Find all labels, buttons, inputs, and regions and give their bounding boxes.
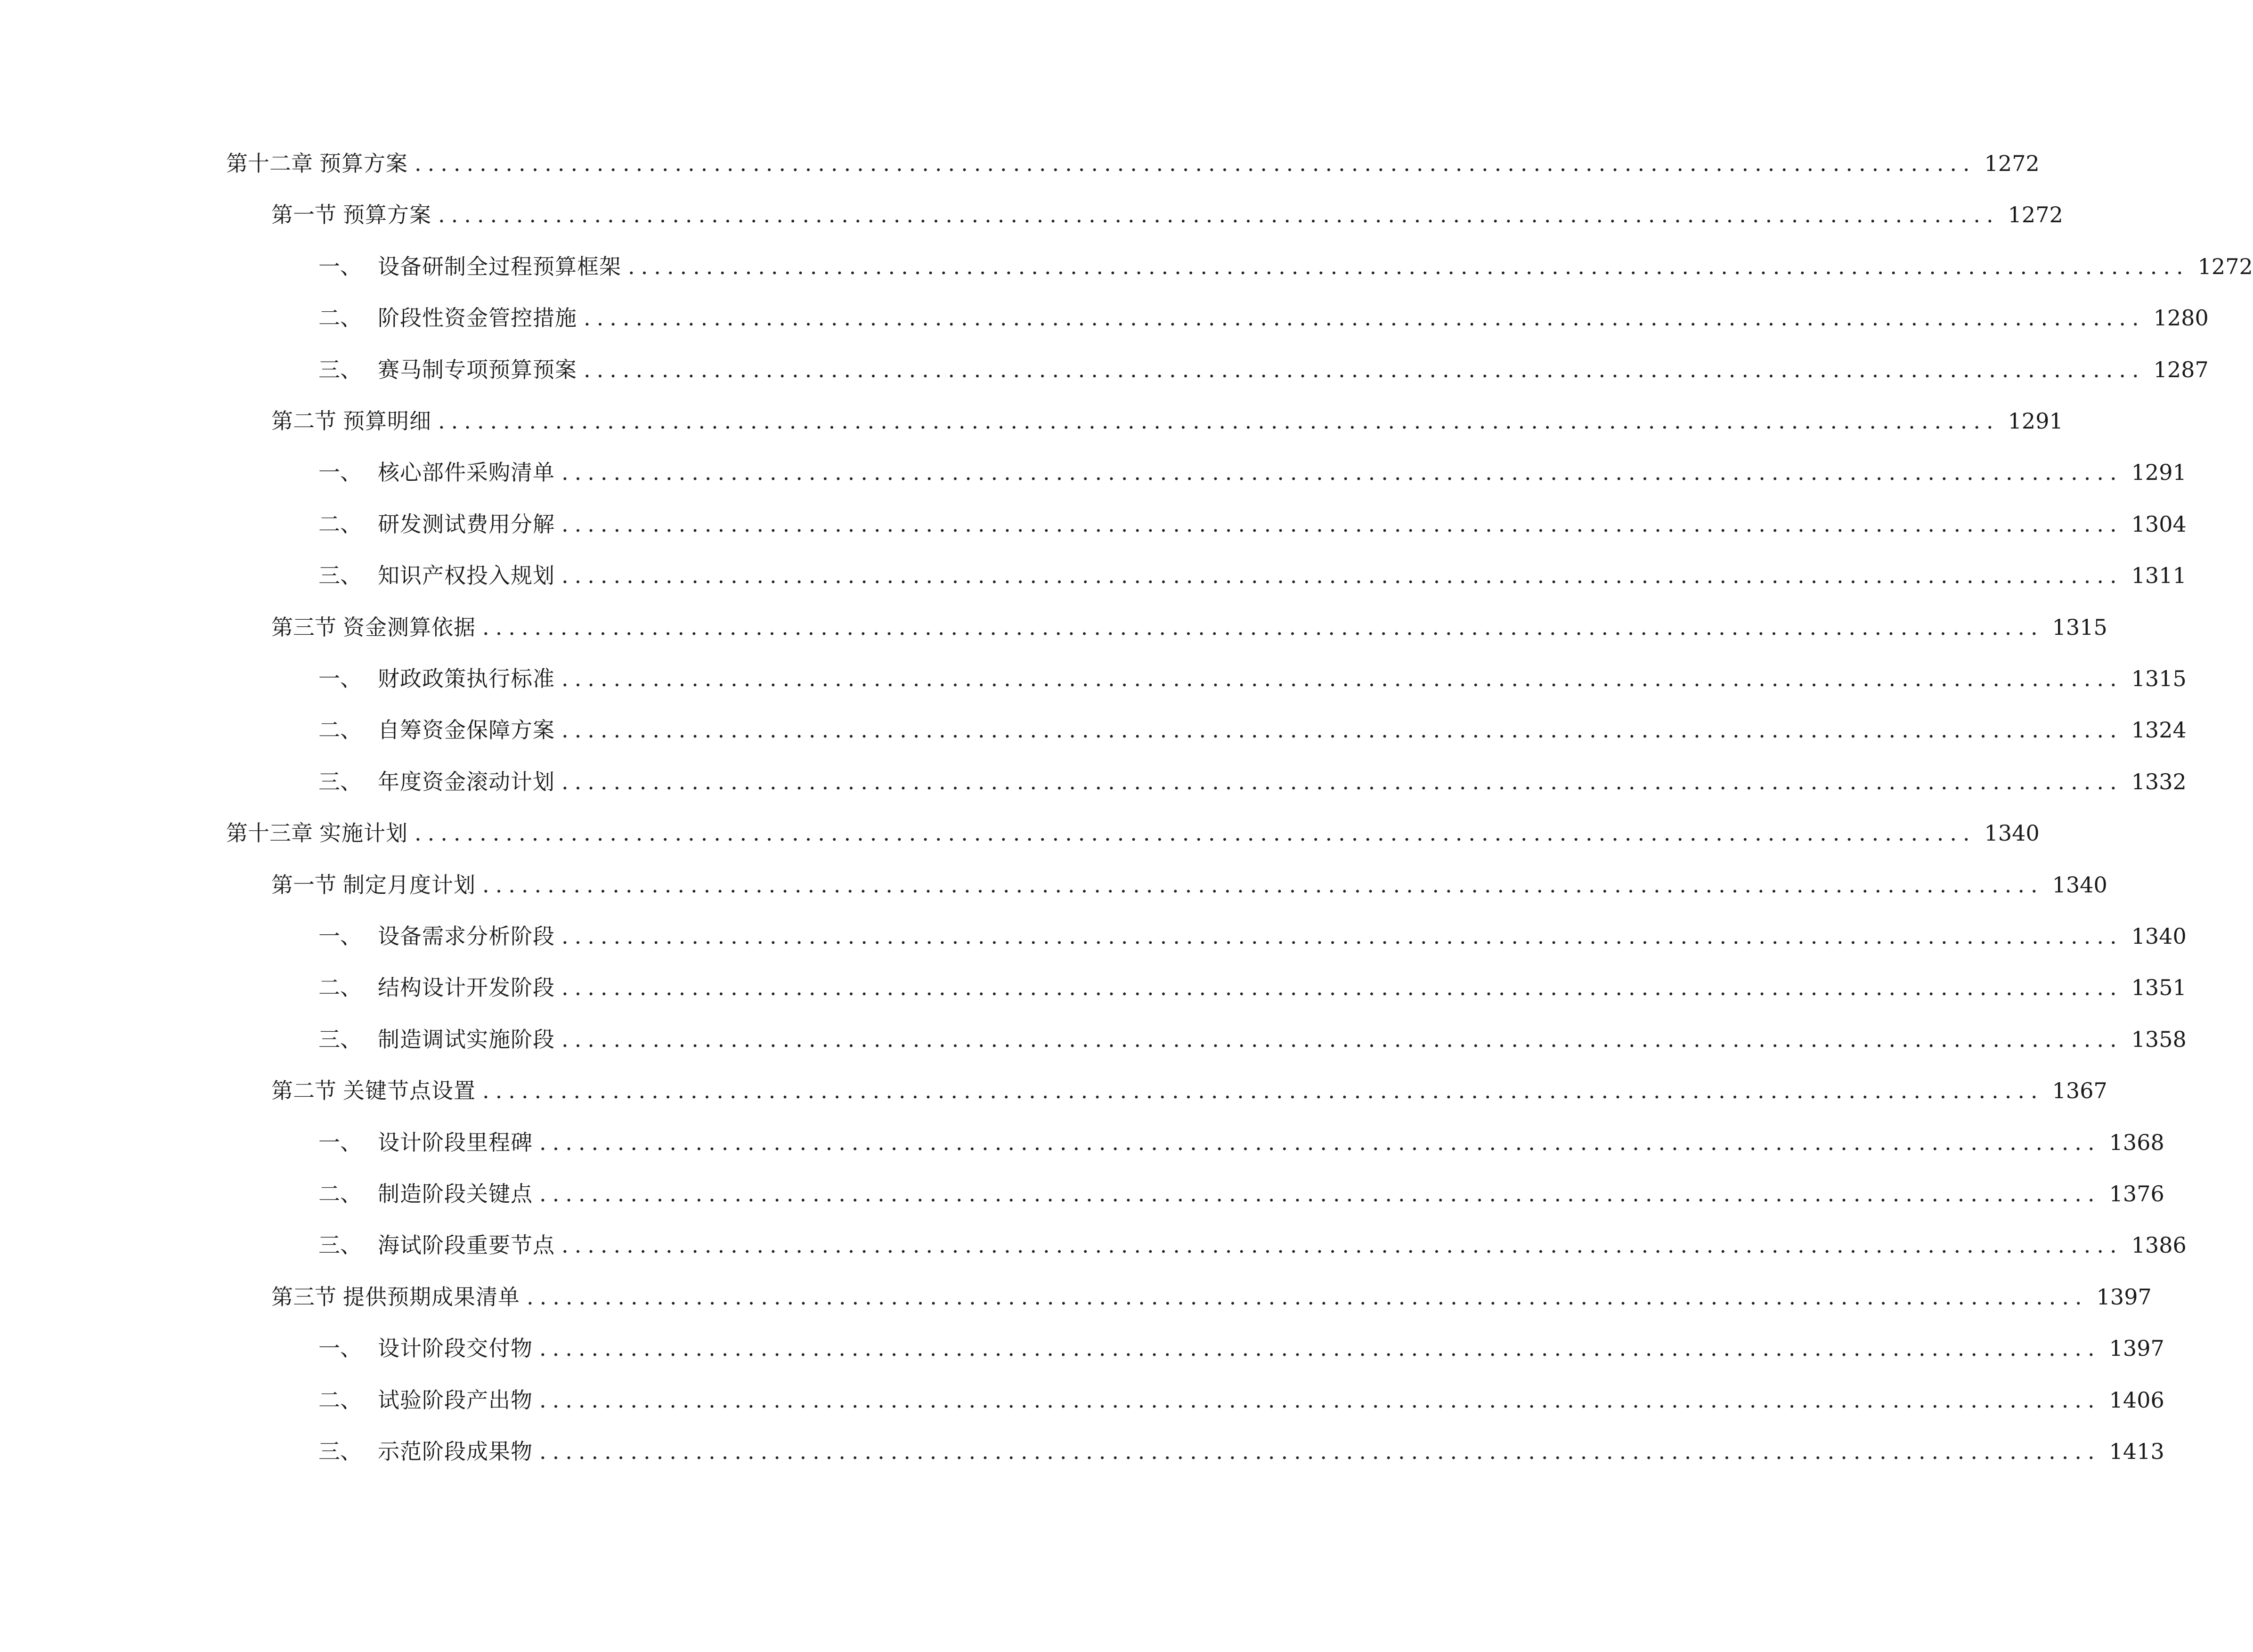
toc-subsection-entry[interactable] (318, 304, 2209, 332)
dot-leader: ........................................................................................................................ (561, 923, 2123, 949)
toc-section-entry[interactable] (271, 407, 2063, 435)
toc-entry-number: 第二节 (271, 408, 336, 434)
dot-leader: ........................................................................................................................ (561, 460, 2123, 485)
toc-entry-number: 第三节 (271, 1284, 336, 1310)
toc-subsection-entry[interactable] (318, 252, 2253, 281)
toc-chapter-entry[interactable] (226, 819, 2040, 847)
toc-entry-page-number: 1272 (2008, 202, 2063, 227)
toc-entry-number: 一、 (318, 1130, 362, 1155)
dot-leader: ........................................................................................................................ (539, 1387, 2101, 1413)
toc-subsection-entry[interactable] (318, 561, 2187, 590)
toc-entry-title: 实施计划 (319, 820, 408, 846)
toc-entry-title: 阶段性资金管控措施 (378, 305, 577, 331)
toc-entry-number: 二、 (318, 717, 362, 743)
toc-entry-page-number: 1340 (2052, 872, 2107, 898)
toc-section-entry[interactable] (271, 1077, 2107, 1105)
toc-entry-page-number: 1311 (2131, 563, 2187, 588)
toc-entry-page-number: 1304 (2131, 511, 2187, 537)
dot-leader: ........................................................................................................................ (527, 1284, 2088, 1310)
toc-entry-number: 一、 (318, 923, 362, 949)
toc-entry-page-number: 1367 (2052, 1078, 2107, 1103)
toc-entry-number: 第十三章 (226, 820, 313, 846)
dot-leader: ........................................................................................................................ (561, 563, 2123, 588)
toc-entry-page-number: 1397 (2096, 1284, 2152, 1310)
toc-entry-title: 知识产权投入规划 (378, 563, 555, 588)
dot-leader: ........................................................................................................................ (415, 820, 1976, 846)
dot-leader: ........................................................................................................................ (438, 202, 2000, 227)
toc-entry-title: 海试阶段重要节点 (378, 1232, 555, 1258)
toc-entry-number: 一、 (318, 666, 362, 691)
dot-leader: ........................................................................................................................ (628, 254, 2189, 279)
toc-subsection-entry[interactable] (318, 510, 2187, 538)
dot-leader: ........................................................................................................................ (584, 357, 2145, 382)
toc-subsection-entry[interactable] (318, 1386, 2164, 1414)
toc-subsection-entry[interactable] (318, 356, 2209, 384)
toc-entry-title: 预算明细 (343, 408, 431, 434)
toc-entry-number: 一、 (318, 1336, 362, 1361)
toc-entry-title: 设备需求分析阶段 (378, 923, 555, 949)
toc-entry-page-number: 1280 (2153, 305, 2209, 331)
toc-entry-title: 研发测试费用分解 (378, 511, 555, 537)
toc-entry-number: 二、 (318, 511, 362, 537)
dot-leader: ........................................................................................................................ (539, 1439, 2101, 1464)
toc-entry-title: 设计阶段交付物 (378, 1336, 533, 1361)
toc-entry-title: 关键节点设置 (343, 1078, 476, 1103)
toc-subsection-entry[interactable] (318, 458, 2187, 486)
toc-entry-title: 结构设计开发阶段 (378, 975, 555, 1000)
toc-entry-title: 试验阶段产出物 (378, 1387, 533, 1413)
toc-entry-page-number: 1272 (2197, 254, 2253, 279)
toc-entry-title: 制造阶段关键点 (378, 1181, 533, 1207)
toc-entry-title: 财政政策执行标准 (378, 666, 555, 691)
toc-subsection-entry[interactable] (318, 922, 2187, 950)
toc-entry-page-number: 1291 (2131, 460, 2187, 485)
dot-leader: ........................................................................................................................ (561, 511, 2123, 537)
dot-leader: ........................................................................................................................ (539, 1336, 2101, 1361)
dot-leader: ........................................................................................................................ (561, 666, 2123, 691)
dot-leader: ........................................................................................................................ (482, 1078, 2044, 1103)
toc-entry-page-number: 1351 (2131, 975, 2187, 1000)
dot-leader: ........................................................................................................................ (539, 1181, 2101, 1207)
toc-entry-number: 二、 (318, 1387, 362, 1413)
toc-entry-number: 一、 (318, 254, 362, 279)
toc-entry-number: 第二节 (271, 1078, 336, 1103)
toc-entry-title: 赛马制专项预算预案 (378, 357, 577, 382)
toc-subsection-entry[interactable] (318, 1128, 2164, 1157)
toc-entry-number: 三、 (318, 357, 362, 382)
toc-entry-page-number: 1368 (2109, 1130, 2164, 1155)
toc-subsection-entry[interactable] (318, 1180, 2164, 1208)
toc-entry-title: 提供预期成果清单 (343, 1284, 520, 1310)
toc-entry-page-number: 1287 (2153, 357, 2209, 382)
dot-leader: ........................................................................................................................ (482, 872, 2044, 898)
dot-leader: ........................................................................................................................ (561, 717, 2123, 743)
toc-entry-page-number: 1291 (2008, 408, 2063, 434)
toc-entry-title: 预算方案 (343, 202, 431, 227)
toc-entry-title: 设计阶段里程碑 (378, 1130, 533, 1155)
toc-entry-number: 二、 (318, 975, 362, 1000)
toc-entry-page-number: 1413 (2109, 1439, 2164, 1464)
dot-leader: ........................................................................................................................ (561, 769, 2123, 794)
toc-entry-title: 制定月度计划 (343, 872, 476, 898)
toc-chapter-entry[interactable] (226, 149, 2040, 178)
toc-subsection-entry[interactable] (318, 768, 2187, 796)
toc-entry-title: 核心部件采购清单 (378, 460, 555, 485)
toc-subsection-entry[interactable] (318, 716, 2187, 744)
toc-subsection-entry[interactable] (318, 1025, 2187, 1053)
toc-entry-number: 三、 (318, 1439, 362, 1464)
toc-entry-title: 预算方案 (319, 151, 408, 176)
toc-subsection-entry[interactable] (318, 1437, 2164, 1466)
toc-entry-number: 三、 (318, 563, 362, 588)
toc-entry-number: 第一节 (271, 872, 336, 898)
toc-entry-page-number: 1386 (2131, 1232, 2187, 1258)
toc-section-entry[interactable] (271, 201, 2063, 229)
toc-entry-title: 自筹资金保障方案 (378, 717, 555, 743)
toc-entry-title: 设备研制全过程预算框架 (378, 254, 621, 279)
dot-leader: ........................................................................................................................ (438, 408, 2000, 434)
toc-subsection-entry[interactable] (318, 664, 2187, 693)
toc-entry-number: 二、 (318, 1181, 362, 1207)
toc-entry-number: 第十二章 (226, 151, 313, 176)
toc-entry-title: 资金测算依据 (343, 615, 476, 640)
toc-entry-page-number: 1272 (1984, 151, 2040, 176)
dot-leader: ........................................................................................................................ (561, 975, 2123, 1000)
toc-entry-page-number: 1406 (2109, 1387, 2164, 1413)
toc-subsection-entry[interactable] (318, 1231, 2187, 1259)
toc-entry-page-number: 1332 (2131, 769, 2187, 794)
toc-entry-page-number: 1324 (2131, 717, 2187, 743)
toc-subsection-entry[interactable] (318, 973, 2187, 1002)
toc-entry-page-number: 1358 (2131, 1027, 2187, 1052)
dot-leader: ........................................................................................................................ (415, 151, 1976, 176)
dot-leader: ........................................................................................................................ (584, 305, 2145, 331)
toc-entry-number: 一、 (318, 460, 362, 485)
toc-entry-page-number: 1315 (2131, 666, 2187, 691)
toc-entry-page-number: 1340 (2131, 923, 2187, 949)
toc-section-entry[interactable] (271, 1283, 2152, 1311)
toc-entry-number: 第三节 (271, 615, 336, 640)
toc-entry-number: 三、 (318, 1027, 362, 1052)
dot-leader: ........................................................................................................................ (482, 615, 2044, 640)
toc-entry-number: 三、 (318, 769, 362, 794)
toc-entry-number: 三、 (318, 1232, 362, 1258)
toc-section-entry[interactable] (271, 871, 2107, 899)
dot-leader: ........................................................................................................................ (561, 1232, 2123, 1258)
toc-entry-page-number: 1340 (1984, 820, 2040, 846)
dot-leader: ........................................................................................................................ (561, 1027, 2123, 1052)
toc-entry-number: 二、 (318, 305, 362, 331)
toc-entry-title: 制造调试实施阶段 (378, 1027, 555, 1052)
toc-entry-number: 第一节 (271, 202, 336, 227)
toc-section-entry[interactable] (271, 613, 2107, 641)
toc-entry-page-number: 1376 (2109, 1181, 2164, 1207)
dot-leader: ........................................................................................................................ (539, 1130, 2101, 1155)
toc-entry-title: 年度资金滚动计划 (378, 769, 555, 794)
toc-entry-page-number: 1315 (2052, 615, 2107, 640)
toc-entry-title: 示范阶段成果物 (378, 1439, 533, 1464)
toc-entry-page-number: 1397 (2109, 1336, 2164, 1361)
toc-subsection-entry[interactable] (318, 1334, 2164, 1362)
